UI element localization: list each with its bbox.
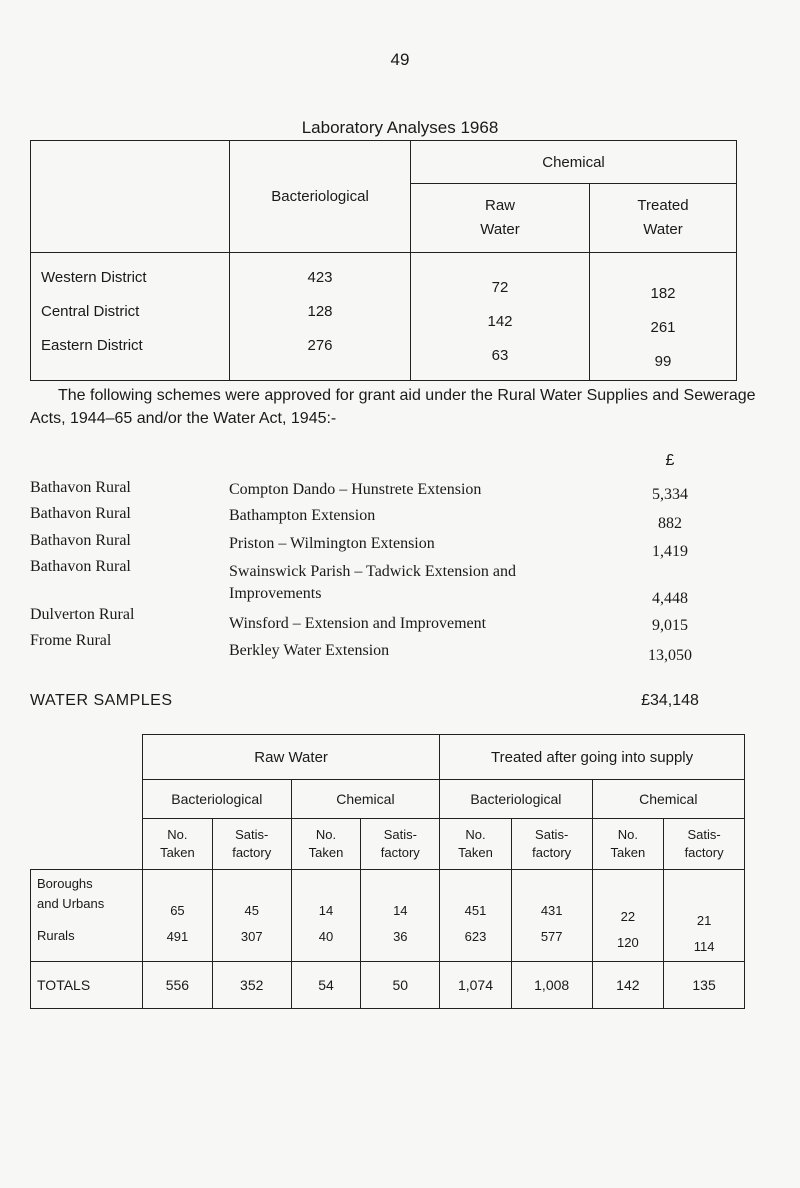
district-name: Western District — [41, 269, 147, 286]
sub-bacteriological: Bacteriological — [143, 780, 292, 819]
total-value: 556 — [143, 962, 213, 1009]
district-name: Central District — [41, 303, 140, 320]
scheme-description: Winsford – Extension and Improvement — [229, 615, 487, 632]
values-cell — [511, 870, 592, 962]
district-names-cell — [31, 253, 230, 381]
row-label-totals: TOTALS — [31, 962, 143, 1009]
value: 120 — [617, 935, 639, 950]
total-value: 54 — [291, 962, 361, 1009]
value: 261 — [650, 319, 676, 336]
col-satisfactory: Satis- factory — [511, 819, 592, 870]
total-value: 135 — [664, 962, 745, 1009]
value: 577 — [540, 929, 563, 944]
scheme-amount: 13,050 — [648, 647, 692, 664]
pound-symbol: £ — [665, 452, 675, 469]
scheme-amount: 4,448 — [652, 590, 688, 607]
value: 14 — [393, 903, 408, 918]
value: 65 — [170, 903, 185, 918]
value: 14 — [318, 903, 334, 918]
value: 423 — [307, 269, 333, 286]
row-labels-cell — [31, 870, 143, 962]
col-no-taken: No. Taken — [291, 819, 361, 870]
header-chemical: Chemical — [411, 141, 737, 184]
total-value: 1,008 — [511, 962, 592, 1009]
value: 45 — [244, 903, 259, 918]
water-samples-table — [30, 734, 745, 1009]
header-treated-water: Treated Water — [590, 184, 737, 253]
values-cell — [664, 870, 745, 962]
t1-empty-header — [31, 141, 230, 253]
scheme-amount: 882 — [658, 515, 682, 532]
values-cell — [212, 870, 291, 962]
values-cell — [361, 870, 440, 962]
group-raw-water: Raw Water — [143, 735, 440, 780]
value: 128 — [307, 303, 333, 320]
value: 21 — [696, 913, 712, 928]
row-label-boroughs: Boroughs and Urbans — [37, 876, 105, 911]
value: 36 — [393, 929, 408, 944]
water-samples-title: WATER SAMPLES — [30, 692, 173, 709]
scheme-description: Berkley Water Extension — [229, 642, 390, 659]
value: 307 — [240, 929, 263, 944]
grant-aid-paragraph: The following schemes were approved for grant aid under the Rural Water Supplies and Sewerage Acts, 1944–65 and/or the Water Act, 1945:- — [30, 387, 756, 427]
value: 99 — [654, 353, 672, 370]
col-no-taken: No. Taken — [440, 819, 512, 870]
col-no-taken: No. Taken — [592, 819, 664, 870]
value: 623 — [464, 929, 487, 944]
header-bacteriological: Bacteriological — [230, 141, 411, 253]
schemes-total: £34,148 — [641, 692, 699, 709]
header-raw-water: Raw Water — [411, 184, 590, 253]
bacteriological-values — [230, 253, 411, 381]
scheme-description: Priston – Wilmington Extension — [229, 535, 435, 552]
scheme-amount: 1,419 — [652, 543, 688, 560]
scheme-district: Bathavon Rural — [30, 479, 131, 496]
group-treated-supply: Treated after going into supply — [440, 735, 745, 780]
values-cell — [291, 870, 361, 962]
values-cell — [440, 870, 512, 962]
t2-empty-header — [31, 735, 143, 870]
value: 40 — [318, 929, 334, 944]
value: 276 — [307, 337, 333, 354]
value: 491 — [166, 929, 189, 944]
raw-water-values — [411, 253, 590, 381]
value: 63 — [491, 347, 509, 364]
value: 431 — [540, 903, 563, 918]
scheme-amount: 5,334 — [652, 486, 688, 503]
treated-water-values — [590, 253, 737, 381]
scheme-description: Compton Dando – Hunstrete Extension — [229, 481, 482, 498]
scheme-district: Dulverton Rural — [30, 606, 135, 623]
col-satisfactory: Satis- factory — [212, 819, 291, 870]
scheme-amount: 9,015 — [652, 617, 688, 634]
scheme-district: Bathavon Rural — [30, 532, 131, 549]
sub-bacteriological: Bacteriological — [440, 780, 592, 819]
value: 22 — [620, 909, 636, 924]
value: 182 — [650, 285, 676, 302]
scheme-description: Swainswick Parish – Tadwick Extension and Improvements — [229, 563, 516, 602]
col-satisfactory: Satis- factory — [361, 819, 440, 870]
lab-analyses-table — [30, 140, 737, 381]
total-value: 1,074 — [440, 962, 512, 1009]
value: 142 — [487, 313, 513, 330]
values-cell — [143, 870, 213, 962]
page-number: 49 — [390, 50, 410, 69]
lab-analyses-title: Laboratory Analyses 1968 — [301, 118, 499, 137]
col-satisfactory: Satis- factory — [664, 819, 745, 870]
total-value: 50 — [361, 962, 440, 1009]
total-value: 352 — [212, 962, 291, 1009]
sub-chemical: Chemical — [291, 780, 440, 819]
scheme-district: Frome Rural — [30, 632, 112, 649]
value: 451 — [464, 903, 487, 918]
scheme-district: Bathavon Rural — [30, 558, 131, 575]
scheme-district: Bathavon Rural — [30, 505, 131, 522]
value: 114 — [693, 939, 715, 954]
values-cell — [592, 870, 664, 962]
sub-chemical: Chemical — [592, 780, 744, 819]
district-name: Eastern District — [41, 337, 143, 354]
col-no-taken: No. Taken — [143, 819, 213, 870]
scheme-description: Bathampton Extension — [229, 507, 376, 524]
row-label-rurals: Rurals — [37, 928, 75, 943]
value: 72 — [491, 279, 509, 296]
total-value: 142 — [592, 962, 664, 1009]
